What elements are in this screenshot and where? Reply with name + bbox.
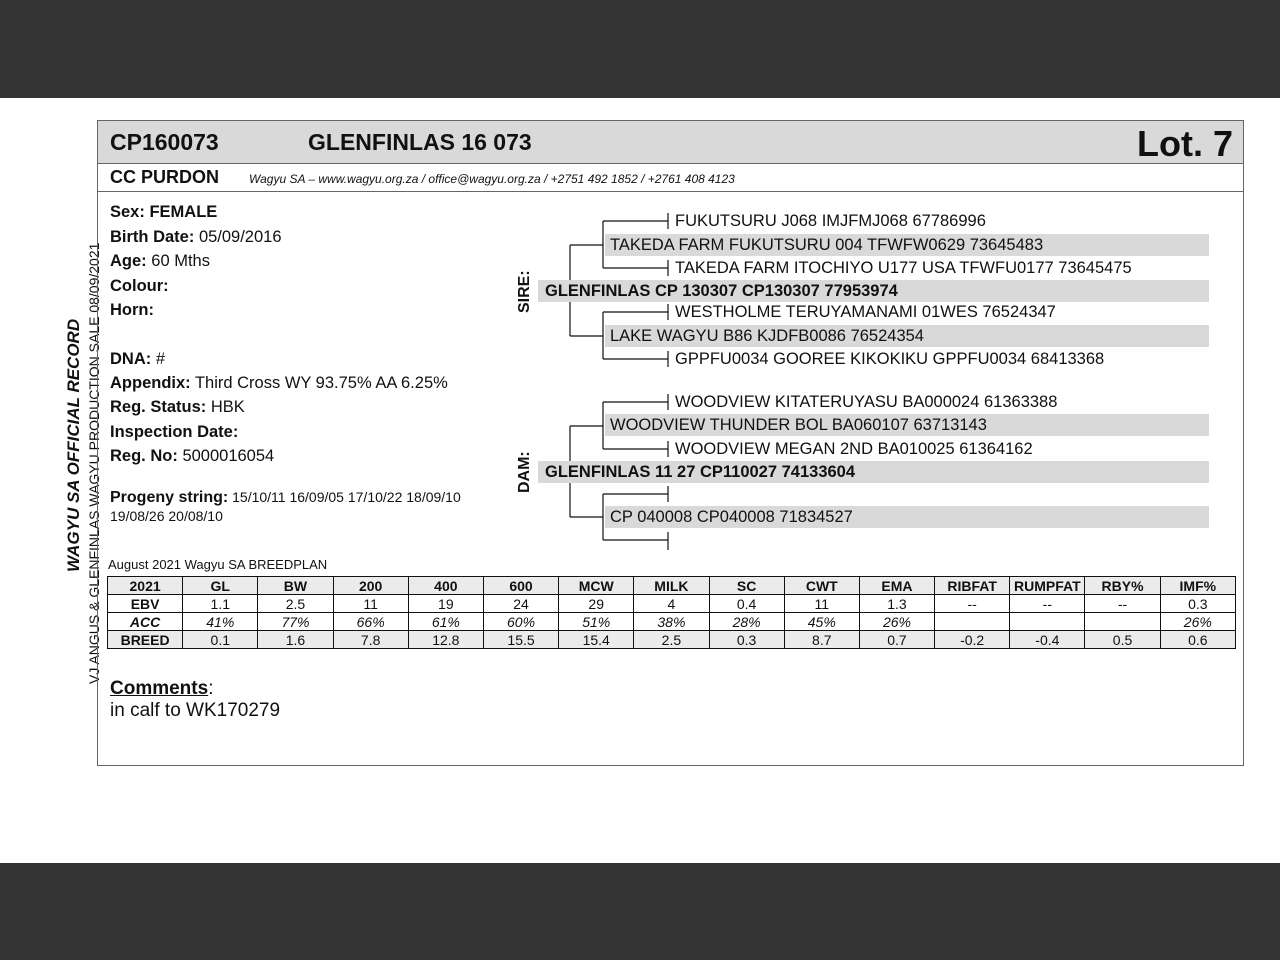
- sex-row: Sex: FEMALE: [110, 203, 218, 221]
- breeder-name: CC PURDON: [110, 167, 220, 187]
- dna-row: DNA: #: [110, 350, 166, 368]
- sire-dam-sire: WESTHOLME TERUYAMANAMI 01WES 76524347: [675, 303, 1056, 321]
- animal-name: GLENFINLAS 16 073: [308, 129, 532, 155]
- dam-sire-sire: WOODVIEW KITATERUYASU BA000024 61363388: [675, 393, 1058, 411]
- table-row-breed: BREED 0.1 1.6 7.8 12.8 15.5 15.4 2.5 0.3 8.7 0.7 -0.2 -0.4 0.5 0.6: [108, 631, 1236, 649]
- sire-dam-dam: GPPFU0034 GOOREE KIKOKIKU GPPFU0034 68413368: [675, 350, 1105, 368]
- sire-dam: LAKE WAGYU B86 KJDFB0086 76524354: [605, 325, 1209, 347]
- dam: GLENFINLAS 11 27 CP110027 74133604: [538, 461, 1209, 483]
- age-row: Age: 60 Mths: [110, 252, 210, 270]
- dam-sire: WOODVIEW THUNDER BOL BA060107 63713143: [605, 414, 1209, 436]
- comments-heading: Comments:: [110, 678, 214, 699]
- horn-row: Horn:: [110, 301, 154, 319]
- sale-label: VJ ANGUS & GLENFINLAS WAGYU PRODUCTION SALE 08/09/2021: [86, 242, 102, 684]
- sire-sire: TAKEDA FARM FUKUTSURU 004 TFWFW0629 73645483: [605, 234, 1209, 256]
- table-row-ebv: EBV 1.1 2.5 11 19 24 29 4 0.4 11 1.3 -- -- -- 0.3: [108, 595, 1236, 613]
- appendix-row: Appendix: Third Cross WY 93.75% AA 6.25%: [110, 374, 448, 392]
- sex-value: FEMALE: [149, 203, 218, 221]
- breedplan-title: August 2021 Wagyu SA BREEDPLAN: [108, 557, 328, 572]
- birth-date-value: 05/09/2016: [198, 228, 282, 246]
- table-header-row: 2021 GL BW 200 400 600 MCW MILK SC CWT EMA RIBFAT RUMPFAT RBY% IMF%: [108, 577, 1236, 595]
- table-row-acc: ACC 41% 77% 66% 61% 60% 51% 38% 28% 45% 26% 26%: [108, 613, 1236, 631]
- reg-no-value: 5000016054: [182, 447, 275, 465]
- dam-label: DAM:: [516, 451, 533, 493]
- registration-id: CP160073: [110, 129, 219, 155]
- contact-info: Wagyu SA – www.wagyu.org.za / office@wagyu.org.za / +2751 492 1852 / +2761 408 4123: [249, 172, 735, 186]
- official-record-label: WAGYU SA OFFICIAL RECORD: [64, 318, 83, 572]
- sire: GLENFINLAS CP 130307 CP130307 77953974: [538, 280, 1209, 302]
- sire-label: SIRE:: [516, 270, 533, 313]
- reg-status-value: HBK: [210, 398, 245, 416]
- lot-number: Lot. 7: [1137, 123, 1233, 164]
- comments-text: in calf to WK170279: [110, 700, 281, 721]
- birth-date-row: Birth Date: 05/09/2016: [110, 228, 282, 246]
- colour-row: Colour:: [110, 277, 169, 295]
- sire-sire-dam: TAKEDA FARM ITOCHIYO U177 USA TFWFU0177 73645475: [675, 259, 1132, 277]
- reg-no-row: Reg. No: 5000016054: [110, 447, 275, 465]
- sire-sire-sire: FUKUTSURU J068 IMJFMJ068 67786996: [675, 212, 986, 230]
- dna-value: #: [155, 350, 166, 368]
- progeny-value: 15/10/11 16/09/05 17/10/22 18/09/10 19/08/26 20/08/10: [110, 489, 461, 524]
- reg-status-row: Reg. Status: HBK: [110, 398, 245, 416]
- progeny-string: Progeny string: 15/10/11 16/09/05 17/10/22 18/09/10 19/08/26 20/08/10: [110, 489, 461, 524]
- inspection-date-row: Inspection Date:: [110, 423, 239, 441]
- breedplan-table: [107, 576, 1236, 649]
- age-value: 60 Mths: [151, 252, 210, 270]
- dam-dam: CP 040008 CP040008 71834527: [605, 506, 1209, 528]
- appendix-value: Third Cross WY 93.75% AA 6.25%: [194, 374, 448, 392]
- dam-sire-dam: WOODVIEW MEGAN 2ND BA010025 61364162: [675, 440, 1033, 458]
